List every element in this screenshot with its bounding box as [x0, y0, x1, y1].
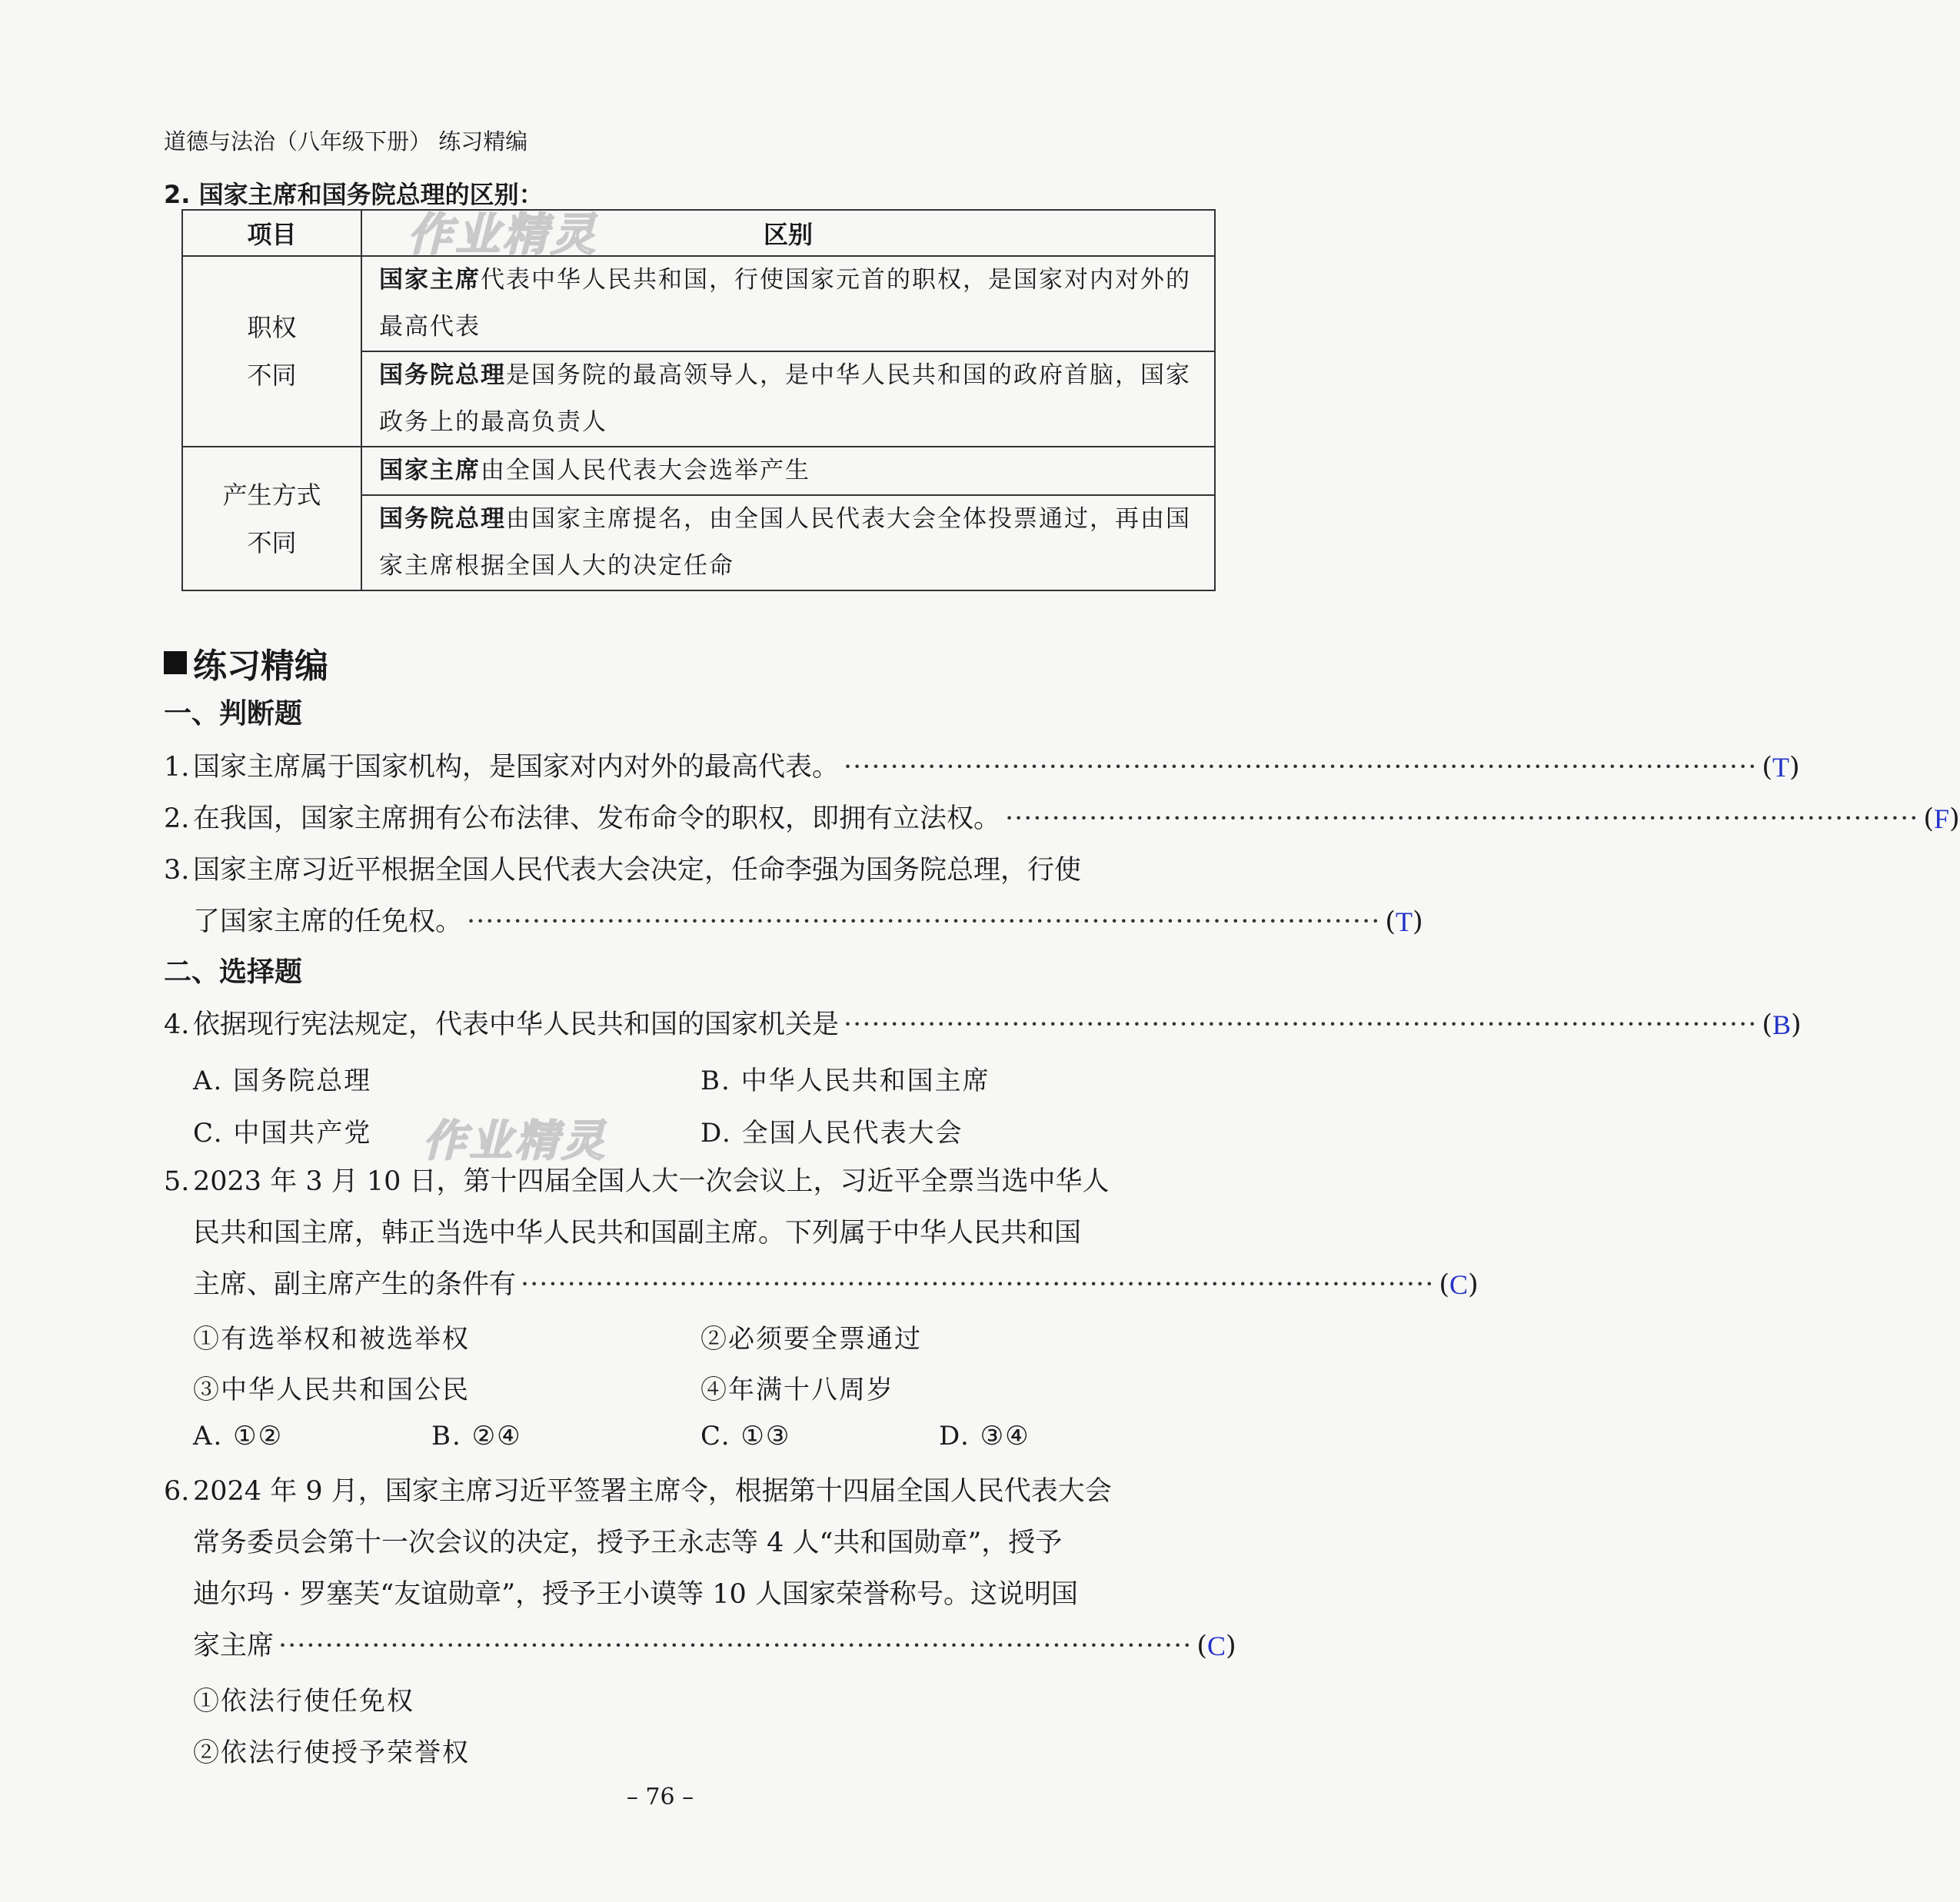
answer-bracket: ( C ) — [1439, 1259, 1478, 1311]
answer-bracket: ( C ) — [1196, 1621, 1236, 1672]
category-election: 产生方式 不同 — [182, 447, 361, 590]
option: A. 国务院总理 — [193, 1066, 372, 1096]
table-cell: 国务院总理由国家主席提名，由全国人民代表大会全体投票通过，再由国家主席根据全国人大的决定任命 — [361, 495, 1215, 590]
option: C. ①③ — [700, 1421, 791, 1451]
answer-bracket: ( B ) — [1762, 999, 1801, 1051]
comparison-table — [181, 209, 1216, 591]
statement: ①依法行使任免权 — [193, 1686, 414, 1717]
option: D. 全国人民代表大会 — [700, 1118, 963, 1149]
option: C. 中国共产党 — [193, 1118, 372, 1149]
question-5: 5. 2023 年 3 月 10 日，第十四届全国人大一次会议上，习近平全票当选中华人 民共和国主席，韩正当选中华人民共和国副主席。下列属于中华人民共和国 主席、副主席产生的条件有 ·································································································· ( C ) — [164, 1156, 1217, 1311]
leader-dots: ·································································································· — [844, 1009, 1758, 1040]
section-title: 练习精编 — [164, 638, 328, 687]
option: B. ②④ — [431, 1421, 522, 1451]
statement: ④年满十八周岁 — [700, 1375, 894, 1405]
answer-bracket: ( T ) — [1762, 742, 1799, 793]
table-cell: 国家主席代表中华人民共和国，行使国家元首的职权，是国家对内对外的最高代表 — [361, 256, 1215, 351]
answer: B — [1772, 1009, 1791, 1040]
table-row — [182, 256, 1215, 351]
option: D. ③④ — [939, 1421, 1030, 1451]
table-header-row — [182, 210, 1215, 256]
column-header-difference: 区别 — [361, 210, 1215, 256]
option: A. ①② — [193, 1421, 284, 1451]
statement: ②必须要全票通过 — [700, 1324, 922, 1355]
table-cell: 国家主席由全国人民代表大会选举产生 — [361, 447, 1215, 495]
part-title-true-false: 一、判断题 — [164, 698, 303, 730]
answer-bracket: ( T ) — [1385, 896, 1423, 948]
statement: ①有选举权和被选举权 — [193, 1324, 470, 1355]
page-header: 道德与法治（八年级下册） 练习精编 — [164, 128, 528, 155]
answer: C — [1449, 1269, 1468, 1300]
question-6: 6. 2024 年 9 月，国家主席习近平签署主席令，根据第十四届全国人民代表大会 常务委员会第十一次会议的决定，授予王永志等 4 人“共和国勋章”，授予 迪尔玛 · 罗塞芙“友谊勋章”，授予王小谟等 10 人国家荣誉称号。这说明国 家主席 ·································································································· ( C ) — [164, 1466, 1217, 1672]
table-title: 2. 国家主席和国务院总理的区别： — [164, 180, 544, 209]
statement: ③中华人民共和国公民 — [193, 1375, 470, 1405]
answer: T — [1395, 906, 1413, 937]
option: B. 中华人民共和国主席 — [700, 1066, 990, 1096]
leader-dots: ·································································································· — [278, 1631, 1193, 1661]
answer-bracket: ( F ) — [1923, 793, 1959, 845]
table-cell: 国务院总理是国务院的最高领导人，是中华人民共和国的政府首脑，国家政务上的最高负责人 — [361, 351, 1215, 447]
category-authority: 职权 不同 — [182, 256, 361, 447]
answer: T — [1772, 752, 1789, 783]
column-header-item: 项目 — [182, 210, 361, 256]
part-title-multiple-choice: 二、选择题 — [164, 956, 303, 988]
watermark: 作业精灵 — [423, 1116, 607, 1166]
leader-dots: ·································································································· — [1005, 803, 1919, 834]
question-2: 2. 在我国，国家主席拥有公布法律、发布命令的职权，即拥有立法权。 ·································································································· ( F ) — [164, 793, 1217, 845]
watermark: 作业精灵 — [408, 208, 599, 261]
black-square-icon — [164, 651, 187, 674]
question-4: 4. 依据现行宪法规定，代表中华人民共和国的国家机关是 ·································································································· ( B ) — [164, 999, 1217, 1051]
statement: ②依法行使授予荣誉权 — [193, 1737, 470, 1768]
page-number: – 76 – — [626, 1784, 694, 1811]
leader-dots: ·································································································· — [844, 752, 1758, 783]
leader-dots: ·································································································· — [521, 1269, 1435, 1300]
answer: C — [1206, 1631, 1226, 1661]
table-row — [182, 447, 1215, 495]
question-1: 1. 国家主席属于国家机构，是国家对内对外的最高代表。 ·································································································· ( T ) — [164, 742, 1217, 793]
answer: F — [1933, 803, 1950, 834]
question-3: 3. 国家主席习近平根据全国人民代表大会决定，任命李强为国务院总理，行使 了国家主席的任免权。 ·································································································· ( T ) — [164, 845, 1217, 948]
leader-dots: ·································································································· — [467, 906, 1381, 937]
